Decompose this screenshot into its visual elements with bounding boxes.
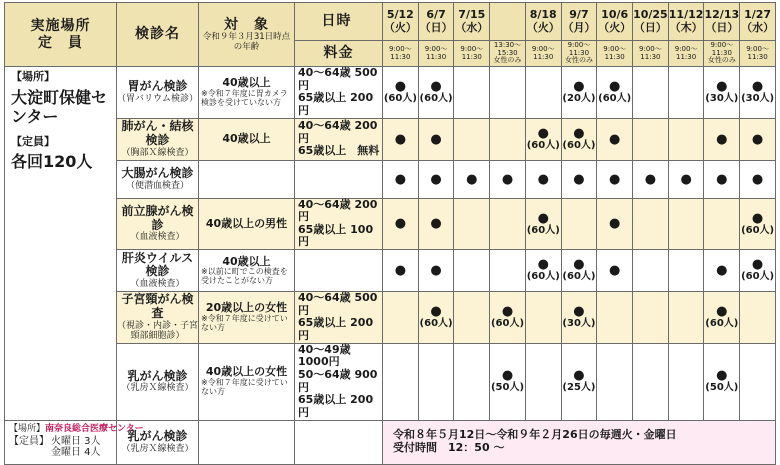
schedule-note — [383, 420, 776, 464]
schedule-cell — [383, 198, 419, 250]
scheduled-dot: ● — [430, 171, 442, 187]
target-cell — [199, 160, 295, 198]
schedule-cell — [704, 198, 740, 250]
schedule-cell — [704, 118, 740, 160]
time-text: 9:00～ 11:30 — [567, 41, 591, 57]
schedule-cell — [383, 250, 419, 292]
capacity-count: (60人) — [526, 271, 560, 283]
schedule-cell — [418, 198, 454, 250]
schedule-cell — [668, 292, 704, 344]
exam-header — [117, 3, 199, 67]
capacity-count: (30人) — [705, 93, 739, 105]
exam-name: 乳がん検診 — [127, 428, 188, 443]
schedule-cell — [633, 67, 669, 119]
scheduled-dot: ● — [609, 79, 621, 95]
women-only-badge: 女性のみ — [564, 56, 593, 65]
schedule-cell — [740, 343, 776, 420]
schedule-cell — [668, 250, 704, 292]
scheduled-dot: ● — [537, 210, 549, 226]
schedule-cell — [561, 160, 597, 198]
target-header — [199, 3, 295, 67]
time-cell — [525, 41, 561, 67]
schedule-cell — [668, 198, 704, 250]
schedule-cell — [454, 292, 490, 344]
location-cell — [5, 67, 117, 421]
schedule-cell — [561, 198, 597, 250]
scheduled-dot: ● — [573, 304, 585, 320]
capacity-count: (50人) — [705, 382, 739, 394]
date-header — [525, 3, 561, 41]
target-note: ※令和７年度に受けていない方 — [201, 378, 288, 396]
scheduled-dot: ● — [609, 131, 621, 147]
schedule-cell — [633, 198, 669, 250]
exam-row — [5, 198, 776, 250]
scheduled-dot: ● — [751, 257, 764, 273]
exam-row — [5, 67, 776, 119]
exam-name: 前立腺がん検診 — [121, 203, 194, 232]
women-only-badge: 女性のみ — [707, 56, 736, 65]
fee-cell: 40～64歳 200円 65歳以上 100円 — [295, 198, 383, 250]
capacity-count: (60人) — [419, 318, 453, 330]
scheduled-dot: ● — [751, 79, 764, 95]
day-text: （木） — [669, 20, 703, 34]
scheduled-dot: ● — [609, 263, 621, 279]
time-cell — [454, 41, 490, 67]
scheduled-dot: ● — [573, 79, 585, 95]
scheduled-dot: ● — [716, 368, 728, 384]
schedule-cell — [740, 118, 776, 160]
day-text: （火） — [383, 20, 417, 34]
capacity-count: (25人) — [562, 382, 596, 394]
second-location-cell — [5, 420, 144, 464]
scheduled-dot: ● — [716, 131, 728, 147]
exam-row — [5, 118, 776, 160]
schedule-cell — [418, 250, 454, 292]
schedule-cell — [454, 343, 490, 420]
exam-name-cell — [117, 160, 199, 198]
fee-cell — [295, 420, 383, 464]
schedule-cell — [418, 118, 454, 160]
schedule-cell — [561, 292, 597, 344]
date-text: 6/7 — [426, 7, 446, 21]
scheduled-dot: ● — [573, 171, 585, 187]
scheduled-dot: ● — [430, 79, 442, 95]
scheduled-dot: ● — [537, 125, 549, 141]
scheduled-dot: ● — [573, 257, 585, 273]
fee-cell: 40～64歳 500円 65歳以上 200円 — [295, 292, 383, 344]
target-note: ※令和７年度に受けていない方 — [201, 313, 288, 332]
exam-name: 大腸がん検診 — [121, 165, 194, 180]
date-text: 11/12 — [668, 7, 704, 21]
date-header — [633, 3, 669, 41]
schedule-cell — [490, 343, 526, 420]
time-text: 9:00～ 11:30 — [710, 41, 734, 57]
capacity-tag: 【定員】 — [11, 135, 55, 149]
time-cell — [704, 41, 740, 67]
date-header — [383, 3, 419, 41]
day-text: （日） — [705, 20, 739, 34]
schedule-cell — [525, 292, 561, 344]
exam-row — [5, 250, 776, 292]
scheduled-dot: ● — [716, 263, 728, 279]
capacity-count: (20人) — [562, 93, 596, 105]
date-header — [454, 3, 490, 41]
time-text: 9:00～ 11:30 — [674, 45, 698, 61]
schedule-cell — [597, 343, 633, 420]
date-header — [561, 3, 597, 41]
capacity-count: (60人) — [705, 318, 739, 330]
capacity-line: 金曜日 4人 — [51, 447, 101, 459]
date-text: 7/15 — [458, 7, 486, 21]
date-text: 8/18 — [529, 7, 557, 21]
schedule-cell — [704, 160, 740, 198]
scheduled-dot: ● — [394, 79, 407, 95]
time-cell — [383, 41, 419, 67]
schedule-cell — [740, 198, 776, 250]
exam-name-cell — [117, 118, 199, 160]
exam-label: 検診名 — [135, 26, 180, 43]
exam-name: 子宮頸がん検査 — [121, 292, 194, 321]
target-note: ※以前に町でこの検査を受けたことがない方 — [201, 267, 288, 285]
venue-label: 実施場所 — [30, 18, 91, 35]
schedule-cell — [633, 160, 669, 198]
scheduled-dot: ● — [394, 216, 407, 232]
date-text: 12/13 — [704, 7, 740, 21]
schedule-cell — [383, 118, 419, 160]
capacity-label: 定 員 — [38, 34, 83, 51]
day-text: （火） — [526, 20, 560, 34]
schedule-cell — [418, 343, 454, 420]
capacity-count: (60人) — [383, 93, 417, 105]
scheduled-dot: ● — [609, 216, 621, 232]
exam-method: （便潜血検査） — [125, 180, 189, 191]
time-text: 9:00～ 11:30 — [424, 45, 448, 61]
schedule-cell — [383, 160, 419, 198]
day-text: （水） — [455, 20, 489, 34]
schedule-cell — [525, 160, 561, 198]
fee-cell: 40～49歳 1000円 50～64歳 900円 65歳以上 200円 — [295, 343, 383, 420]
capacity-count: (60人) — [562, 271, 596, 283]
date-header — [740, 3, 776, 41]
scheduled-dot: ● — [430, 304, 442, 320]
scheduled-dot: ● — [680, 171, 692, 187]
day-text: （日） — [633, 20, 667, 34]
exam-row — [5, 160, 776, 198]
schedule-cell — [740, 292, 776, 344]
schedule-cell — [597, 67, 633, 119]
schedule-cell — [525, 250, 561, 292]
scheduled-dot: ● — [466, 171, 478, 187]
schedule-cell — [454, 198, 490, 250]
schedule-cell — [597, 198, 633, 250]
target-cell — [199, 67, 295, 119]
exam-method: （血液検査） — [130, 232, 185, 243]
schedule-cell — [561, 67, 597, 119]
scheduled-dot: ● — [394, 171, 407, 187]
scheduled-dot: ● — [573, 368, 585, 384]
time-cell — [668, 41, 704, 67]
capacity-count: (50人) — [490, 382, 525, 394]
schedule-cell — [525, 343, 561, 420]
schedule-cell — [597, 160, 633, 198]
time-text: 9:00～ 11:30 — [603, 45, 627, 61]
schedule-cell — [704, 343, 740, 420]
scheduled-dot: ● — [609, 171, 621, 187]
schedule-cell — [668, 343, 704, 420]
schedule-cell — [383, 343, 419, 420]
date-header — [490, 3, 526, 41]
capacity-count: (60人) — [741, 224, 775, 236]
header-row — [5, 3, 776, 41]
exam-method: （胃バリウム検診） — [117, 94, 198, 104]
time-cell — [597, 41, 633, 67]
schedule-cell — [525, 198, 561, 250]
exam-name: 肝炎ウイルス検診 — [121, 250, 194, 279]
scheduled-dot: ● — [394, 131, 407, 147]
time-cell — [490, 41, 526, 67]
venue-header — [5, 3, 117, 67]
target-cell — [199, 292, 295, 344]
scheduled-dot: ● — [573, 125, 585, 141]
schedule-cell — [633, 118, 669, 160]
schedule-cell — [740, 160, 776, 198]
schedule-table — [4, 2, 776, 465]
date-text: 9/7 — [569, 7, 589, 21]
scheduled-dot: ● — [501, 171, 514, 187]
exam-method: （視診・内診・子宮頸部細胞診） — [117, 320, 199, 342]
schedule-cell — [668, 67, 704, 119]
schedule-cell — [454, 118, 490, 160]
fee-label-cell — [295, 41, 383, 67]
schedule-cell — [561, 250, 597, 292]
schedule-cell — [561, 118, 597, 160]
schedule-cell — [454, 250, 490, 292]
schedule-period: 令和８年５月12日～令和９年２月26日の毎週火・金曜日 — [393, 428, 677, 442]
schedule-cell — [490, 118, 526, 160]
time-text: 9:00～ 11:30 — [460, 45, 484, 61]
target-sub-label: 令和９年３月31日時点の年齢 — [202, 31, 291, 52]
schedule-cell — [490, 198, 526, 250]
scheduled-dot: ● — [501, 368, 514, 384]
date-header — [704, 3, 740, 41]
capacity-count: (60人) — [526, 224, 560, 236]
schedule-cell — [704, 292, 740, 344]
exam-name-cell — [117, 198, 199, 250]
schedule-cell — [490, 250, 526, 292]
schedule-cell — [525, 67, 561, 119]
scheduled-dot: ● — [716, 304, 728, 320]
date-text: 10/6 — [601, 7, 629, 21]
exam-name-cell — [117, 343, 199, 420]
target-age: 40歳以上 — [222, 76, 271, 90]
capacity-count: (30人) — [562, 318, 596, 330]
exam-method: （乳房Ｘ線検査） — [121, 443, 194, 454]
schedule-cell — [668, 160, 704, 198]
place-name: 大淀町保健センター — [11, 87, 108, 126]
exam-name: 乳がん検診 — [127, 368, 188, 383]
date-header — [597, 3, 633, 41]
exam-method: （胸部Ｘ線検査） — [121, 147, 194, 158]
target-cell — [199, 118, 295, 160]
date-text: 1/27 — [744, 7, 772, 21]
exam-name-cell — [117, 67, 199, 119]
capacity-count: (60人) — [419, 93, 453, 105]
exam-row — [5, 343, 776, 420]
schedule-cell — [704, 250, 740, 292]
target-note: ※令和７年度に胃カメラ検診を受けていない方 — [201, 88, 288, 107]
time-text: 13:30～ 15:30 — [493, 41, 522, 57]
place-name: 南奈良総合医療センター — [45, 423, 144, 434]
date-header — [418, 3, 454, 41]
date-text: 5/12 — [386, 7, 414, 21]
capacity-count: (60人) — [490, 318, 525, 330]
scheduled-dot: ● — [716, 79, 728, 95]
capacity-count: (60人) — [598, 93, 632, 105]
date-header — [668, 3, 704, 41]
exam-name: 肺がん・結核検診 — [121, 119, 194, 147]
time-text: 9:00～ 11:30 — [531, 45, 555, 61]
exam-name-cell — [117, 292, 199, 344]
target-age: 40歳以上 — [222, 254, 271, 268]
capacity-tag: 【定員】 — [9, 435, 49, 447]
scheduled-dot: ● — [751, 210, 764, 226]
schedule-cell — [383, 67, 419, 119]
schedule-cell — [633, 250, 669, 292]
schedule-cell — [633, 343, 669, 420]
schedule-cell — [490, 67, 526, 119]
schedule-cell — [633, 292, 669, 344]
second-venue-row — [5, 420, 776, 464]
schedule-cell — [668, 118, 704, 160]
time-text: 9:00～ 11:30 — [746, 45, 769, 61]
scheduled-dot: ● — [430, 131, 442, 147]
fee-cell: 40～64歳 200円 65歳以上 無料 — [295, 118, 383, 160]
time-cell — [418, 41, 454, 67]
day-text: （水） — [741, 20, 775, 34]
schedule-cell — [490, 292, 526, 344]
scheduled-dot: ● — [537, 171, 549, 187]
target-cell — [199, 343, 295, 420]
time-text: 9:00～ 11:30 — [388, 45, 412, 61]
place-tag: 【場所】 — [11, 70, 55, 83]
schedule-cell — [454, 67, 490, 119]
fee-cell — [295, 160, 383, 198]
schedule-cell — [454, 160, 490, 198]
date-text: 10/25 — [633, 7, 668, 21]
day-text: （火） — [598, 20, 632, 34]
scheduled-dot: ● — [751, 171, 764, 187]
scheduled-dot: ● — [644, 171, 657, 187]
exam-method: （乳房Ｘ線検査） — [121, 383, 194, 394]
exam-name-cell — [117, 250, 199, 292]
day-text: （月） — [562, 20, 596, 34]
schedule-cell — [740, 67, 776, 119]
place-tag: 【場所】 — [9, 423, 46, 434]
capacity-count: (60人) — [741, 271, 775, 283]
datetime-label-cell — [295, 3, 383, 41]
schedule-cell — [597, 118, 633, 160]
target-label: 対 象 — [224, 16, 269, 33]
day-text: （日） — [419, 20, 453, 34]
schedule-cell — [597, 250, 633, 292]
time-cell — [740, 41, 776, 67]
fee-label: 料金 — [323, 45, 354, 62]
schedule-cell — [561, 343, 597, 420]
schedule-cell — [418, 160, 454, 198]
target-age: 40歳以上の女性 — [205, 365, 288, 379]
fee-cell — [295, 250, 383, 292]
schedule-cell — [597, 292, 633, 344]
schedule-cell — [704, 67, 740, 119]
capacity-line: 火曜日 3人 — [51, 435, 101, 447]
capacity-count: (60人) — [526, 139, 560, 151]
exam-method: （血液検査） — [130, 279, 185, 290]
exam-row — [5, 292, 776, 344]
scheduled-dot: ● — [537, 257, 549, 273]
schedule-cell — [740, 250, 776, 292]
scheduled-dot: ● — [501, 304, 514, 320]
target-cell — [199, 198, 295, 250]
capacity-count: (60人) — [562, 139, 596, 151]
target-age: 20歳以上の女性 — [205, 301, 288, 315]
scheduled-dot: ● — [716, 171, 728, 187]
schedule-cell — [383, 292, 419, 344]
time-text: 9:00～ 11:30 — [639, 45, 662, 61]
time-cell — [561, 41, 597, 67]
datetime-label: 日時 — [321, 13, 352, 30]
scheduled-dot: ● — [430, 216, 442, 232]
exam-name: 胃がん検診 — [127, 79, 188, 94]
scheduled-dot: ● — [430, 263, 442, 279]
schedule-cell — [490, 160, 526, 198]
target-cell — [199, 420, 295, 464]
capacity-value: 各回120人 — [11, 151, 93, 171]
target-age: 40歳以上の男性 — [205, 216, 288, 230]
scheduled-dot: ● — [394, 263, 407, 279]
target-cell — [199, 250, 295, 292]
schedule-cell — [418, 67, 454, 119]
schedule-cell — [418, 292, 454, 344]
women-only-badge: 女性のみ — [493, 56, 522, 65]
schedule-cell — [525, 118, 561, 160]
fee-cell: 40～64歳 500円 65歳以上 200円 — [295, 67, 383, 119]
capacity-count: (30人) — [741, 93, 775, 105]
target-age: 40歳以上 — [222, 131, 271, 145]
reception-time: 受付時間 12：50 ～ — [393, 441, 505, 455]
time-cell — [633, 41, 669, 67]
scheduled-dot: ● — [751, 131, 764, 147]
